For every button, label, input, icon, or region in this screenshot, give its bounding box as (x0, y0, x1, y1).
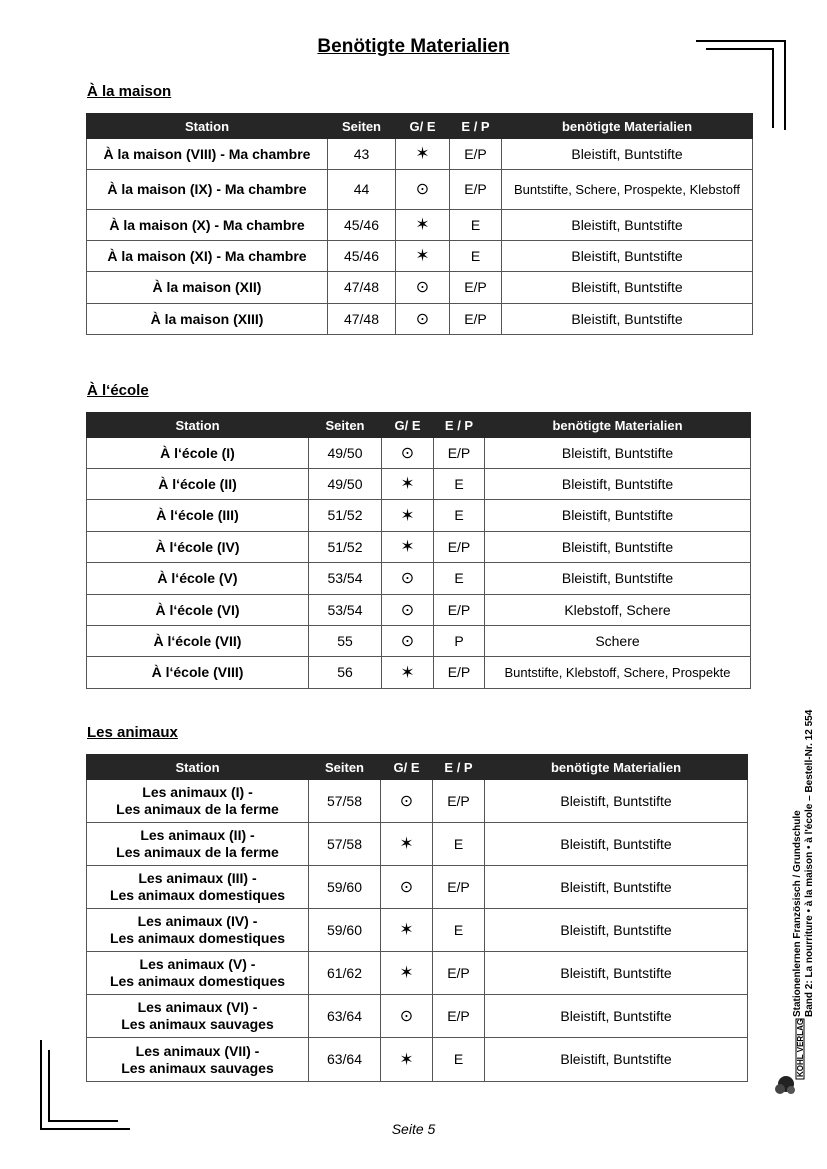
ge-cell (396, 304, 450, 335)
station-cell (87, 1038, 309, 1082)
column-header-ge: G/ E (381, 755, 433, 780)
ep-cell: E/P (433, 866, 485, 909)
table-row (87, 170, 753, 210)
column-header-ge: G/ E (396, 114, 450, 139)
seiten-cell: 47/48 (328, 304, 396, 335)
table-row (87, 823, 748, 866)
station-cell (87, 500, 309, 532)
materialien-cell: Bleistift, Buntstifte (485, 1038, 748, 1082)
table-row (87, 210, 753, 241)
ge-cell (382, 626, 434, 657)
ep-cell: E (433, 823, 485, 866)
ep-cell: E/P (450, 304, 502, 335)
column-header-materialien: benötigte Materialien (485, 413, 751, 438)
station-name-line: À la maison (VIII) - Ma chambre (103, 145, 311, 162)
materialien-cell: Bleistift, Buntstifte (502, 210, 753, 241)
star-icon: ✶ (399, 834, 414, 853)
table-row (87, 657, 751, 689)
seiten-cell: 59/60 (309, 866, 381, 909)
station-name-line: Les animaux (VII) - (135, 1042, 260, 1059)
table-header-row (87, 413, 751, 438)
circle-dot-icon: ⊙ (399, 792, 414, 810)
table-header-row (87, 755, 748, 780)
ep-cell: E/P (433, 952, 485, 995)
station-cell (87, 532, 309, 563)
star-icon: ✶ (415, 215, 430, 234)
column-header-materialien: benötigte Materialien (502, 114, 753, 139)
seiten-cell: 61/62 (309, 952, 381, 995)
ep-cell: E (434, 500, 485, 532)
table-row (87, 438, 751, 469)
station-name-line: Les animaux (I) - (142, 784, 253, 800)
circle-dot-icon: ⊙ (399, 878, 414, 896)
seiten-cell: 49/50 (309, 469, 382, 500)
column-header-ep: E / P (433, 755, 485, 780)
ge-cell (381, 866, 433, 909)
publisher-logo-text: KOHL VERLAG (796, 1018, 805, 1077)
materialien-cell: Bleistift, Buntstifte (502, 304, 753, 335)
ge-cell (381, 1038, 433, 1082)
seiten-cell: 63/64 (309, 995, 381, 1038)
table-row (87, 469, 751, 500)
section-title-maison: À la maison (87, 83, 172, 100)
station-cell (87, 595, 309, 626)
seiten-cell: 53/54 (309, 595, 382, 626)
station-name-line: À la maison (XI) - Ma chambre (107, 247, 307, 264)
table-ecole (86, 412, 751, 689)
materialien-cell: Bleistift, Buntstifte (485, 866, 748, 909)
station-cell (87, 139, 328, 170)
ge-cell (382, 438, 434, 469)
station-cell (87, 909, 309, 952)
ge-cell (382, 657, 434, 689)
seiten-cell: 44 (328, 170, 396, 210)
table-maison (86, 113, 753, 335)
ge-cell (382, 595, 434, 626)
station-name-line: À l‘école (VI) (155, 601, 240, 618)
page-footer: Seite 5 (391, 1121, 436, 1137)
side-info-line-2: Band 2: La nourriture • à la maison • à l'école – Bestell-Nr. 12 554 (804, 709, 815, 1017)
side-info-line-1: Stationenlernen Französisch / Grundschule (792, 810, 803, 1017)
ep-cell: E/P (434, 657, 485, 689)
circle-dot-icon: ⊙ (400, 570, 415, 587)
station-name-line: À la maison (IX) - Ma chambre (107, 181, 307, 197)
station-cell (87, 438, 309, 469)
ge-cell (382, 532, 434, 563)
materialien-cell: Bleistift, Buntstifte (485, 909, 748, 952)
materialien-cell: Bleistift, Buntstifte (502, 241, 753, 272)
ep-cell: E/P (434, 595, 485, 626)
star-icon: ✶ (399, 963, 414, 982)
station-name-line: Les animaux sauvages (121, 1059, 274, 1076)
station-cell (87, 780, 309, 823)
ge-cell (396, 272, 450, 304)
table-row (87, 139, 753, 170)
station-name-line: Les animaux domestiques (109, 887, 286, 903)
station-cell (87, 657, 309, 689)
column-header-seiten: Seiten (328, 114, 396, 139)
table-row (87, 909, 748, 952)
ge-cell (381, 780, 433, 823)
column-header-ep: E / P (434, 413, 485, 438)
side-info-text (792, 687, 816, 1017)
circle-dot-icon: ⊙ (400, 632, 415, 650)
table-row (87, 995, 748, 1038)
ge-cell (396, 210, 450, 241)
ge-cell (381, 952, 433, 995)
ge-cell (382, 469, 434, 500)
materialien-cell: Bleistift, Buntstifte (502, 139, 753, 170)
station-name-line: Les animaux (III) - (138, 870, 257, 886)
station-name-line: À la maison (XIII) (150, 310, 264, 327)
star-icon: ✶ (400, 537, 415, 556)
materialien-cell: Bleistift, Buntstifte (485, 500, 751, 532)
star-icon: ✶ (399, 1049, 414, 1069)
star-icon: ✶ (400, 474, 415, 493)
ep-cell: E (450, 210, 502, 241)
station-name-line: À l‘école (V) (157, 570, 238, 586)
table-row (87, 563, 751, 595)
table-row (87, 241, 753, 272)
station-name-line: Les animaux sauvages (121, 1016, 274, 1032)
station-name-line: Les animaux domestiques (109, 930, 286, 946)
materialien-cell: Bleistift, Buntstifte (485, 823, 748, 866)
seiten-cell: 49/50 (309, 438, 382, 469)
star-icon: ✶ (400, 505, 415, 525)
materialien-cell: Bleistift, Buntstifte (485, 952, 748, 995)
seiten-cell: 53/54 (309, 563, 382, 595)
ge-cell (396, 139, 450, 170)
station-name-line: Les animaux (IV) - (137, 913, 258, 929)
table-row (87, 866, 748, 909)
star-icon: ✶ (399, 920, 414, 939)
star-icon: ✶ (415, 246, 430, 265)
station-cell (87, 469, 309, 500)
station-name-line: À l‘école (III) (156, 507, 239, 523)
materialien-cell: Bleistift, Buntstifte (485, 995, 748, 1038)
section-title-ecole: À l‘école (87, 382, 149, 399)
station-name-line: À la maison (XII) (152, 279, 262, 295)
station-name-line: Les animaux (VI) - (137, 999, 258, 1015)
station-cell (87, 952, 309, 995)
ep-cell: E/P (450, 170, 502, 210)
materialien-cell: Bleistift, Buntstifte (485, 532, 751, 563)
station-name-line: Les animaux (V) - (139, 956, 256, 972)
column-header-station: Station (87, 413, 309, 438)
ep-cell: E (434, 563, 485, 595)
table-row (87, 304, 753, 335)
circle-dot-icon: ⊙ (400, 601, 415, 619)
ep-cell: E/P (433, 780, 485, 823)
table-row (87, 626, 751, 657)
table-row (87, 500, 751, 532)
circle-dot-icon: ⊙ (415, 279, 430, 296)
seiten-cell: 57/58 (309, 780, 381, 823)
column-header-station: Station (87, 755, 309, 780)
station-name-line: Les animaux de la ferme (116, 844, 279, 860)
column-header-ep: E / P (450, 114, 502, 139)
table-body (87, 438, 751, 689)
station-name-line: À l‘école (I) (160, 444, 235, 461)
seiten-cell: 56 (309, 657, 382, 689)
seiten-cell: 51/52 (309, 500, 382, 532)
ep-cell: E/P (433, 995, 485, 1038)
table-row (87, 532, 751, 563)
ge-cell (382, 563, 434, 595)
station-name-line: Les animaux (II) - (140, 827, 255, 843)
materialien-cell: Buntstifte, Klebstoff, Schere, Prospekte (485, 657, 751, 689)
ge-cell (381, 909, 433, 952)
station-cell (87, 304, 328, 335)
ep-cell: E (434, 469, 485, 500)
station-cell (87, 866, 309, 909)
ep-cell: E (450, 241, 502, 272)
column-header-ge: G/ E (382, 413, 434, 438)
seiten-cell: 45/46 (328, 210, 396, 241)
publisher-logo (772, 1017, 806, 1097)
station-cell (87, 563, 309, 595)
ep-cell: E/P (450, 272, 502, 304)
seiten-cell: 57/58 (309, 823, 381, 866)
materialien-cell: Buntstifte, Schere, Prospekte, Klebstoff (502, 170, 753, 210)
seiten-cell: 59/60 (309, 909, 381, 952)
table-row (87, 952, 748, 995)
ep-cell: E/P (434, 532, 485, 563)
section-title-animaux: Les animaux (87, 724, 178, 741)
ep-cell: E/P (434, 438, 485, 469)
seiten-cell: 51/52 (309, 532, 382, 563)
column-header-materialien: benötigte Materialien (485, 755, 748, 780)
materialien-cell: Bleistift, Buntstifte (485, 469, 751, 500)
station-cell (87, 272, 328, 304)
station-cell (87, 995, 309, 1038)
station-name-line: À l‘école (IV) (155, 538, 240, 555)
materialien-cell: Schere (485, 626, 751, 657)
station-name-line: Les animaux domestiques (109, 973, 286, 989)
table-row (87, 272, 753, 304)
materialien-cell: Bleistift, Buntstifte (485, 438, 751, 469)
circle-dot-icon: ⊙ (415, 181, 430, 198)
ge-cell (381, 823, 433, 866)
circle-dot-icon: ⊙ (415, 310, 430, 328)
station-name-line: À la maison (X) - Ma chambre (109, 216, 305, 233)
station-cell (87, 241, 328, 272)
circle-dot-icon: ⊙ (400, 444, 415, 462)
seiten-cell: 55 (309, 626, 382, 657)
ge-cell (396, 241, 450, 272)
column-header-seiten: Seiten (309, 413, 382, 438)
table-body (87, 780, 748, 1082)
seiten-cell: 43 (328, 139, 396, 170)
station-cell (87, 823, 309, 866)
station-name-line: À l‘école (VII) (153, 632, 242, 649)
page-title: Benötigte Materialien (317, 36, 510, 57)
ge-cell (396, 170, 450, 210)
table-header-row (87, 114, 753, 139)
table-row (87, 1038, 748, 1082)
station-name-line: À l‘école (II) (158, 475, 237, 492)
table-animaux (86, 754, 748, 1082)
column-header-seiten: Seiten (309, 755, 381, 780)
column-header-station: Station (87, 114, 328, 139)
materialien-cell: Bleistift, Buntstifte (485, 563, 751, 595)
station-cell (87, 210, 328, 241)
materialien-cell: Bleistift, Buntstifte (485, 780, 748, 823)
station-cell (87, 170, 328, 210)
station-name-line: Les animaux de la ferme (116, 801, 279, 817)
table-body (87, 139, 753, 335)
seiten-cell: 47/48 (328, 272, 396, 304)
station-name-line: À l‘école (VIII) (151, 664, 244, 680)
ep-cell: E (433, 1038, 485, 1082)
materialien-cell: Klebstoff, Schere (485, 595, 751, 626)
table-row (87, 595, 751, 626)
table-row (87, 780, 748, 823)
ep-cell: P (434, 626, 485, 657)
station-cell (87, 626, 309, 657)
star-icon: ✶ (415, 144, 430, 163)
ge-cell (381, 995, 433, 1038)
seiten-cell: 63/64 (309, 1038, 381, 1082)
materialien-cell: Bleistift, Buntstifte (502, 272, 753, 304)
circle-dot-icon: ⊙ (399, 1007, 414, 1025)
ep-cell: E (433, 909, 485, 952)
seiten-cell: 45/46 (328, 241, 396, 272)
star-icon: ✶ (400, 662, 415, 682)
ge-cell (382, 500, 434, 532)
ep-cell: E/P (450, 139, 502, 170)
